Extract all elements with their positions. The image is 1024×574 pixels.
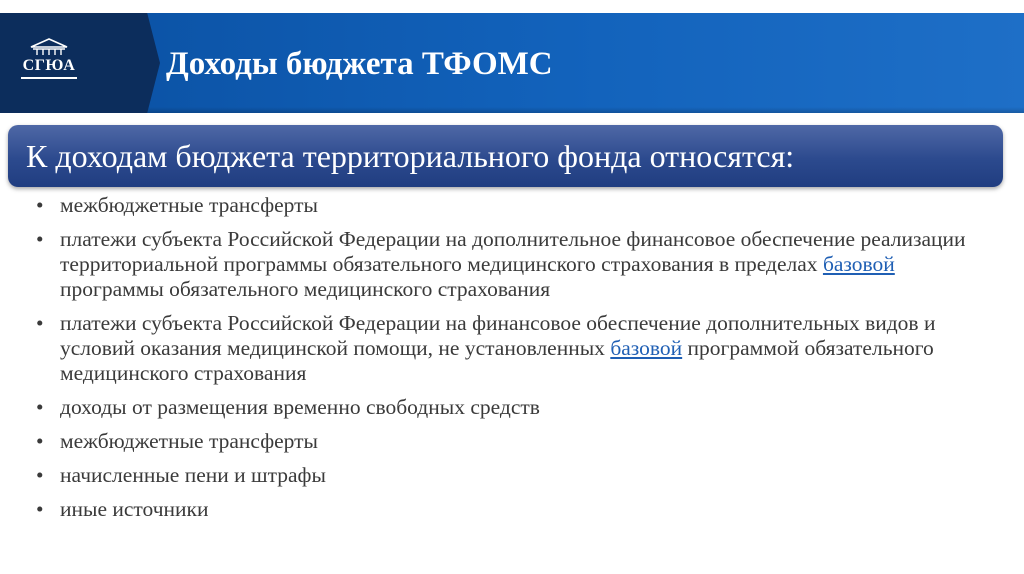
list-item-text: иные источники <box>60 497 209 521</box>
page-title: Доходы бюджета ТФОМС <box>166 46 553 82</box>
bullet-icon: • <box>36 395 44 419</box>
list-item-text: межбюджетные трансферты <box>60 429 318 453</box>
list-item-text: начисленные пени и штрафы <box>60 463 326 487</box>
logo-text: СГЮА <box>22 57 76 74</box>
top-strip <box>0 0 1024 12</box>
list-item <box>36 429 996 454</box>
bullet-icon: • <box>36 193 44 217</box>
bullet-icon: • <box>36 227 44 251</box>
list-item-text: платежи субъекта Российской Федерации на дополнительное финансовое обеспечение реализации территориальной программы обязательного медицинского страхования в пределах <box>60 227 966 276</box>
building-icon <box>29 38 69 56</box>
base-program-link[interactable]: базовой <box>822 252 895 276</box>
bullet-icon: • <box>36 497 44 521</box>
bullet-icon: • <box>36 429 44 453</box>
list-item <box>36 311 996 386</box>
list-item <box>36 227 996 302</box>
list-item <box>36 497 996 522</box>
logo-underline <box>21 77 77 79</box>
list-item-text: программой обязательного медицинского страхования <box>60 336 934 385</box>
income-list <box>36 193 996 531</box>
list-item <box>36 193 996 218</box>
logo <box>14 38 84 94</box>
list-item-text: межбюджетные трансферты <box>60 193 318 217</box>
base-program-link[interactable]: базовой <box>610 336 683 360</box>
list-item-text: программы обязательного медицинского страхования <box>60 277 551 301</box>
list-item-text: платежи субъекта Российской Федерации на финансовое обеспечение дополнительных видов и условий оказания медицинской помощи, не установленных <box>60 311 936 360</box>
bullet-icon: • <box>36 463 44 487</box>
lead-text: К доходам бюджета территориального фонда относятся: <box>26 138 795 174</box>
list-item <box>36 463 996 488</box>
list-item <box>36 395 996 420</box>
lead-box <box>8 125 1003 187</box>
list-item-text: доходы от размещения временно свободных средств <box>60 395 540 419</box>
bullet-icon: • <box>36 311 44 335</box>
